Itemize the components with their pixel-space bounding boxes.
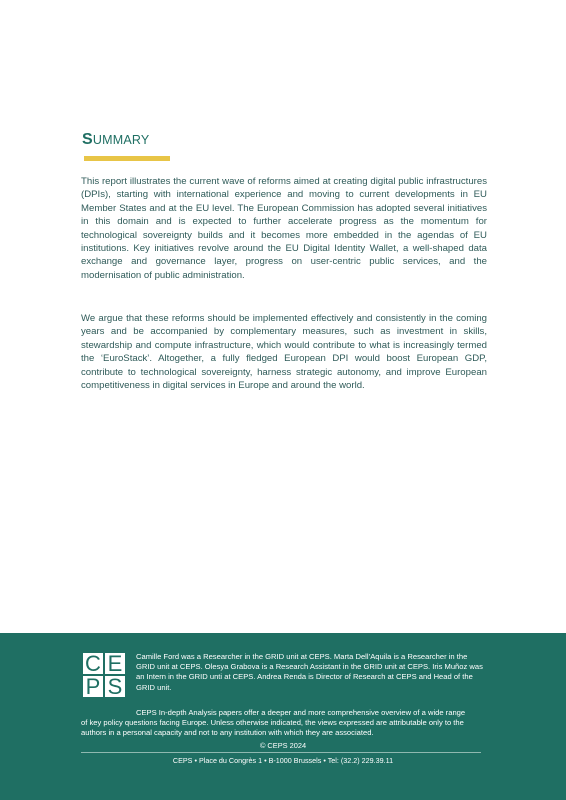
footer-panel [0,633,566,800]
logo-letter-s: S [104,675,126,698]
logo-letter-c: C [82,652,104,675]
author-bios: Camille Ford was a Researcher in the GRID unit at CEPS. Marta Dell’Aquila is a Researcher in the GRID unit at CEPS. Olesya Grabova is a Research Assistant in the GRID unit at CEPS. Iris Muñoz was an Intern in the GRID unti at CEPS. Andrea Renda is Director of Research at CEPS and Head of the GRID unit. [136,652,483,692]
series-note [81,708,486,739]
contact-address: CEPS • Place du Congrès 1 • B-1000 Brussels • Tel: (32.2) 229.39.11 [172,756,394,765]
ceps-logo [82,652,126,698]
logo-letter-e: E [104,652,126,675]
series-note-rest: of key policy questions facing Europe. Unless otherwise indicated, the views expressed are attributable only to the authors in a personal capacity and not to any institution with which they are associated. [81,718,464,738]
summary-heading [82,131,149,149]
footer-divider [81,752,481,753]
logo-letter-p: P [82,675,104,698]
copyright: © CEPS 2024 [259,741,307,750]
heading-accent-bar [84,156,170,161]
summary-heading-rest: UMMARY [92,133,150,147]
summary-heading-initial: S [82,131,93,148]
summary-paragraph-1: This report illustrates the current wave of reforms aimed at creating digital public infrastructures (DPIs), starting with international experience and moving to current developments in EU Member States and at the EU level. The European Commission has adopted several initiatives in this domain and is expected to further accelerate progress as the momentum for technological sovereignty builds and it becomes more embedded in the agendas of EU institutions. Key initiatives revolve around the EU Digital Identity Wallet, a well-shaped data exchange and governance layer, progress on user-centric public services, and the modernisation of public administration. [81,176,487,281]
summary-paragraph-2: We argue that these reforms should be implemented effectively and consistently in the coming years and be accompanied by complementary measures, such as investment in skills, stewardship and compute infrastructure, which would contribute to what is increasingly termed the ‘EuroStack’. Altogether, a fully fledged European DPI would boost European GDP, contribute to technological sovereignty, harness strategic autonomy, and improve European competitiveness in digital services in Europe and around the world. [81,313,487,392]
series-note-first-line: CEPS In-depth Analysis papers offer a deeper and more comprehensive overview of a wide range [136,708,466,717]
